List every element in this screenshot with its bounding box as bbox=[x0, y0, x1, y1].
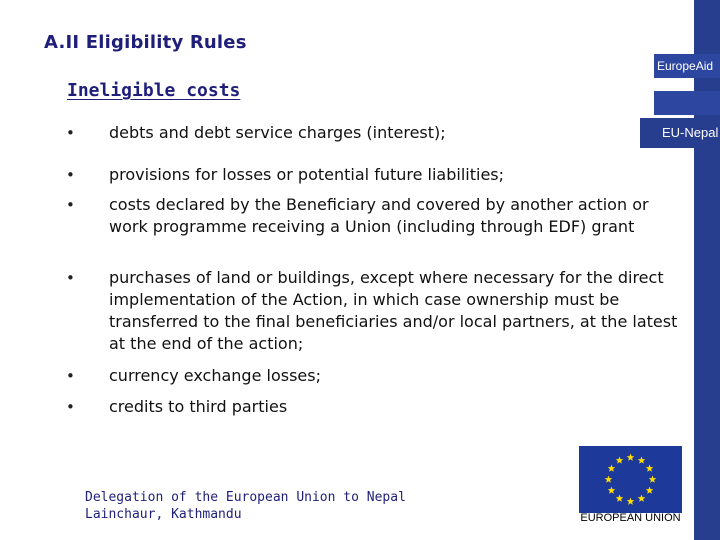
bullet-marker: • bbox=[66, 398, 75, 416]
slide-title: A.II Eligibility Rules bbox=[44, 32, 247, 53]
eu-star-icon bbox=[649, 476, 657, 483]
bullet-marker: • bbox=[66, 367, 75, 385]
eu-star-icon bbox=[605, 476, 613, 483]
footer-address bbox=[85, 489, 406, 523]
bullet-text: purchases of land or buildings, except where necessary for the direct implementation of the Action, in which case ownership must be transferred to the final beneficiaries and/or local partners, at the latest at the end of the action; bbox=[109, 268, 678, 353]
eu-nepal-tag: EU-Nepal bbox=[640, 118, 720, 148]
eu-logo-caption: EUROPEAN UNION bbox=[580, 512, 681, 524]
footer-line-location: Lainchaur, Kathmandu bbox=[85, 507, 242, 522]
europeaid-tag: EuropeAid bbox=[654, 54, 720, 78]
section-heading: Ineligible costs bbox=[67, 80, 241, 101]
bullet-text: credits to third parties bbox=[109, 397, 288, 416]
bullet-marker: • bbox=[66, 269, 75, 287]
footer-line-delegation: Delegation of the European Union to Nepal bbox=[85, 490, 406, 505]
eu-star-icon bbox=[638, 456, 646, 463]
bullet-marker: • bbox=[66, 166, 75, 184]
eu-star-icon bbox=[646, 487, 654, 494]
bullet-text: costs declared by the Beneficiary and covered by another action or work programme receiving a Union (including through EDF) grant bbox=[109, 195, 649, 236]
bullet-text: currency exchange losses; bbox=[109, 366, 321, 385]
eu-star-icon bbox=[646, 465, 654, 472]
eu-star-icon bbox=[616, 456, 624, 463]
bullet-text: provisions for losses or potential future liabilities; bbox=[109, 165, 505, 184]
eu-star-icon bbox=[627, 454, 635, 461]
eu-star-icon bbox=[616, 495, 624, 502]
eu-flag-logo bbox=[579, 446, 682, 513]
bullet-text: debts and debt service charges (interest); bbox=[109, 123, 446, 142]
bullet-marker: • bbox=[66, 124, 75, 142]
bullet-marker: • bbox=[66, 196, 75, 214]
eu-star-icon bbox=[608, 487, 616, 494]
eu-star-icon bbox=[627, 498, 635, 505]
eu-star-icon bbox=[638, 495, 646, 502]
eu-star-icon bbox=[608, 465, 616, 472]
eu-stars-icon bbox=[579, 446, 682, 513]
